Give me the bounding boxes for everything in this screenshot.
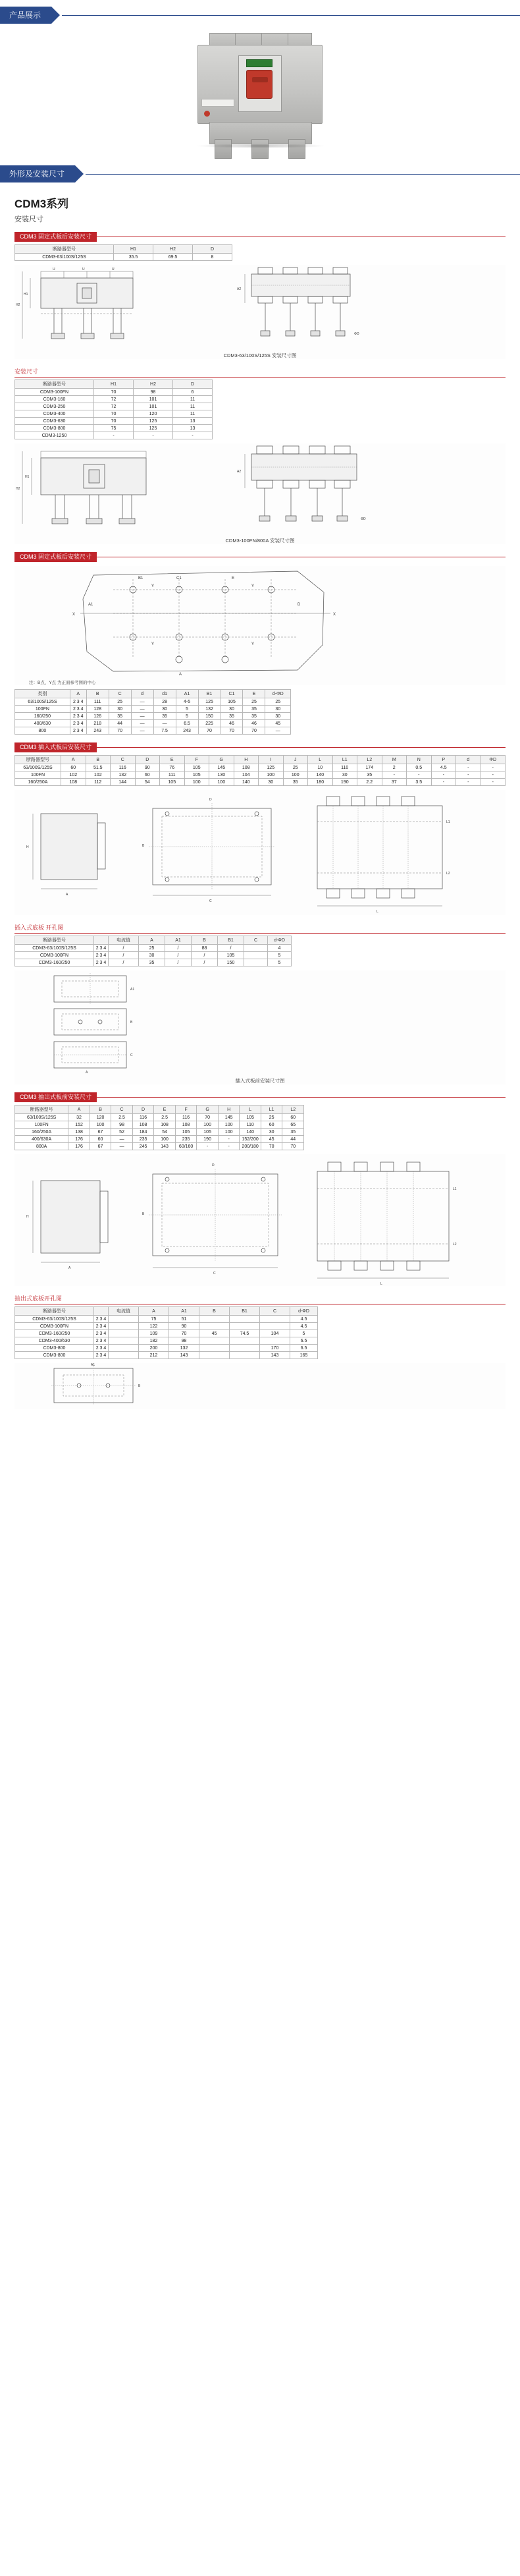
caption-drawer-rear <box>14 1092 506 1102</box>
svg-text:H: H <box>26 845 29 849</box>
svg-text:A2: A2 <box>237 287 242 291</box>
svg-text:Y: Y <box>151 642 155 646</box>
table-header-row: 类别 A B C d d1 A1 B1 C1 E d-ΦD <box>15 690 291 698</box>
sub-label-install-dims: 安装尺寸 <box>14 367 506 378</box>
caption-fixed-rear <box>14 232 506 242</box>
table-row: CDM3-250 72 101 11 <box>15 403 213 410</box>
drawing-fixed-rear-100fn-800 <box>14 443 506 544</box>
table-row: CDM3-100FN 70 98 6 <box>15 389 213 396</box>
table-header-row: 断路器型号 A B C D E F G H L L1 L2 <box>15 1106 304 1114</box>
table-row: 160/250 2 3 4 126 35 — 35 5 150 35 35 30 <box>15 713 291 720</box>
table-row: CDM3-800 2 3 4 200 132 170 6.5 <box>15 1345 318 1352</box>
section-rule <box>62 7 520 16</box>
svg-text:H: H <box>26 1215 29 1219</box>
section-title-product-display: 产品展示 <box>0 7 51 24</box>
table-row: 160/250A 108 112 144 54 105 100 100 140 30 35 180 190 2.2 37 3.5 - - - <box>15 779 506 786</box>
table-row: 800A 176 67 — 245 143 60/160 - - 200/180 70 70 <box>15 1143 304 1150</box>
svg-text:H1: H1 <box>25 475 30 479</box>
catalog-page <box>0 7 520 1430</box>
table-row: CDM3-400/630 2 3 4 182 98 6.5 <box>15 1337 318 1345</box>
table-row: 800 2 3 4 243 70 — 7.5 243 70 70 70 — <box>15 727 291 735</box>
section-header-product-display <box>0 7 520 24</box>
figure-caption-2: CDM3-100FN/800A 安装尺寸图 <box>225 538 295 544</box>
table-row: CDM3-160/250 2 3 4 109 70 45 74.5 104 5 <box>15 1330 318 1337</box>
table-row: 63/100S/125S 60 51.5 116 90 76 105 145 108 125 25 10 110 174 2 0.5 4.5 - - <box>15 764 506 771</box>
figure-caption-4: 插入式板前安装尺寸图 <box>235 1078 285 1084</box>
svg-text:L2: L2 <box>453 1243 457 1246</box>
product-photo <box>0 33 520 148</box>
table-drawer-dims <box>14 1105 304 1150</box>
svg-text:L1: L1 <box>453 1187 457 1191</box>
drawing-plugin-open-plates <box>14 970 506 1084</box>
table-row: 400/630A 176 60 — 235 100 235 190 - 152/200 45 44 <box>15 1136 304 1143</box>
svg-text:A: A <box>179 673 182 677</box>
series-title: CDM3系列 <box>14 198 69 210</box>
table-fixed-rear-dims <box>14 244 232 261</box>
svg-text:A: A <box>68 1266 71 1270</box>
svg-text:A: A <box>86 1071 88 1075</box>
table-header-row: 断路器型号 电流值 A A1 B B1 C d-ΦD <box>15 1307 318 1316</box>
breaker-indicator-green <box>246 59 273 67</box>
table-row: 63/100S/125S 32 120 2.5 116 2.5 116 70 145 105 25 60 <box>15 1114 304 1121</box>
label-c1: C1 <box>176 576 182 580</box>
svg-text:L1: L1 <box>446 820 450 824</box>
svg-text:L: L <box>380 1282 382 1286</box>
table-row: CDM3-1250 - - - <box>15 432 213 439</box>
svg-text:B: B <box>138 1384 141 1388</box>
caption-drawer-rear-label: CDM3 抽出式板前安装尺寸 <box>14 1092 97 1102</box>
svg-text:U: U <box>53 267 55 271</box>
svg-text:H2: H2 <box>16 303 20 307</box>
caption-plugin-rear-label: CDM3 插入式板后安装尺寸 <box>14 742 97 752</box>
svg-text:A1: A1 <box>130 988 135 992</box>
svg-text:C: C <box>209 899 212 903</box>
table-row: 63/100S/125S 2 3 4 111 25 — 28 4-5 125 105 25 25 <box>15 698 291 706</box>
drawing-drawer-assembly <box>14 1154 506 1286</box>
table-plugin-dims <box>14 755 506 786</box>
table-row: 400/630 2 3 4 218 44 — — 6.5 225 46 46 45 <box>15 720 291 727</box>
table-row: 100FN 102 102 132 60 111 105 130 104 100 100 140 30 35 - - - - - <box>15 771 506 779</box>
drawing-fixed-rear-63-125 <box>14 265 506 359</box>
table-row: CDM3-63/100S/125S 2 3 4 75 51 4.5 <box>15 1316 318 1323</box>
table-header-row: 断路器型号 A B C D E F G H I J L L1 L2 M N P d ΦD <box>15 756 506 764</box>
svg-text:H2: H2 <box>16 487 20 491</box>
table-row: CDM3-630 70 125 13 <box>15 418 213 425</box>
table-install-dims <box>14 379 213 439</box>
table-row: CDM3-800 75 125 13 <box>15 425 213 432</box>
breaker-illustration <box>178 33 342 148</box>
svg-text:L: L <box>377 910 378 914</box>
table-row: CDM3-400 70 120 11 <box>15 410 213 418</box>
figure-note-3: 注：B点、Y点 为正面参考图的中心 <box>29 681 96 685</box>
breaker-handle <box>246 70 273 99</box>
table-hole-pattern-dims <box>14 689 291 735</box>
svg-text:A1: A1 <box>88 603 93 607</box>
breaker-reset-button <box>204 111 210 117</box>
breaker-nameplate <box>201 99 234 107</box>
svg-text:Y: Y <box>251 642 255 646</box>
caption-fixed-plate <box>14 552 506 562</box>
label-d: D <box>298 603 301 607</box>
svg-text:ΦD: ΦD <box>354 332 359 336</box>
table-row: 160/250A 138 67 52 184 54 105 105 100 140 30 35 <box>15 1129 304 1136</box>
svg-text:Y: Y <box>251 584 255 588</box>
table-row: CDM3-160 72 101 11 <box>15 396 213 403</box>
table-row: CDM3-100FN 2 3 4 / 30 / / 105 5 <box>15 952 292 959</box>
caption-fixed-plate-label: CDM3 固定式板后安装尺寸 <box>14 552 97 562</box>
svg-text:A: A <box>66 893 68 897</box>
figure-caption-1: CDM3-63/100S/125S 安装尺寸图 <box>223 352 297 358</box>
svg-text:U: U <box>112 267 115 271</box>
breaker-shadow <box>195 144 326 148</box>
drawing-hole-pattern <box>14 566 506 685</box>
svg-text:B: B <box>142 844 145 848</box>
axis-label-x-right: X <box>333 613 336 617</box>
svg-text:C: C <box>213 1272 216 1275</box>
section-title-outline-dimensions: 外形及安装尺寸 <box>0 165 75 182</box>
sub-label-drawer-open: 抽出式底板开孔图 <box>14 1294 506 1304</box>
sub-label-plugin-open: 插入式底板 开孔图 <box>14 923 506 934</box>
svg-text:B: B <box>130 1021 133 1024</box>
table-row: 100FN 2 3 4 128 30 — 30 5 132 30 35 30 <box>15 706 291 713</box>
svg-text:U: U <box>82 267 85 271</box>
svg-text:A2: A2 <box>237 470 242 474</box>
svg-text:D: D <box>209 798 212 802</box>
axis-label-x-left: X <box>72 613 76 617</box>
label-y1: Y <box>151 584 155 588</box>
caption-fixed-rear-label: CDM3 固定式板后安装尺寸 <box>14 232 97 242</box>
svg-text:H1: H1 <box>24 293 28 296</box>
svg-text:D: D <box>212 1163 215 1167</box>
table-header-row: 断路器型号 H1 H2 D <box>15 380 213 389</box>
series-subtitle: 安装尺寸 <box>14 215 43 223</box>
drawing-plugin-assembly <box>14 790 506 915</box>
table-row: CDM3-63/100S/125S 2 3 4 / 25 / 88 / 4 <box>15 945 292 952</box>
svg-text:L2: L2 <box>446 872 450 876</box>
table-plugin-open-dims <box>14 936 292 966</box>
label-b1: B1 <box>138 576 143 580</box>
table-header-row: 断路器型号 电流值 A A1 B B1 C d-ΦD <box>15 936 292 945</box>
table-row: CDM3-160/250 2 3 4 / 35 / / 150 5 <box>15 959 292 966</box>
table-row: CDM3-100FN 2 3 4 122 90 4.5 <box>15 1323 318 1330</box>
caption-plugin-rear <box>14 742 506 752</box>
drawing-drawer-open-plate <box>14 1363 506 1409</box>
label-e: E <box>232 576 235 580</box>
svg-text:ΦD: ΦD <box>361 517 366 521</box>
section-rule-2 <box>86 165 520 175</box>
table-header-row: 断路器型号 H1 H2 D <box>15 245 232 254</box>
table-drawer-open-dims <box>14 1306 318 1359</box>
svg-text:C: C <box>130 1053 133 1057</box>
table-row: CDM3-63/100S/125S 35.5 69.5 8 <box>15 254 232 261</box>
svg-text:B: B <box>142 1212 145 1216</box>
table-row: CDM3-800 2 3 4 212 143 143 165 <box>15 1352 318 1359</box>
table-row: 100FN 152 100 98 108 108 108 100 100 110 60 65 <box>15 1121 304 1129</box>
section-header-outline-dimensions <box>0 165 520 182</box>
svg-text:A1: A1 <box>91 1363 95 1367</box>
